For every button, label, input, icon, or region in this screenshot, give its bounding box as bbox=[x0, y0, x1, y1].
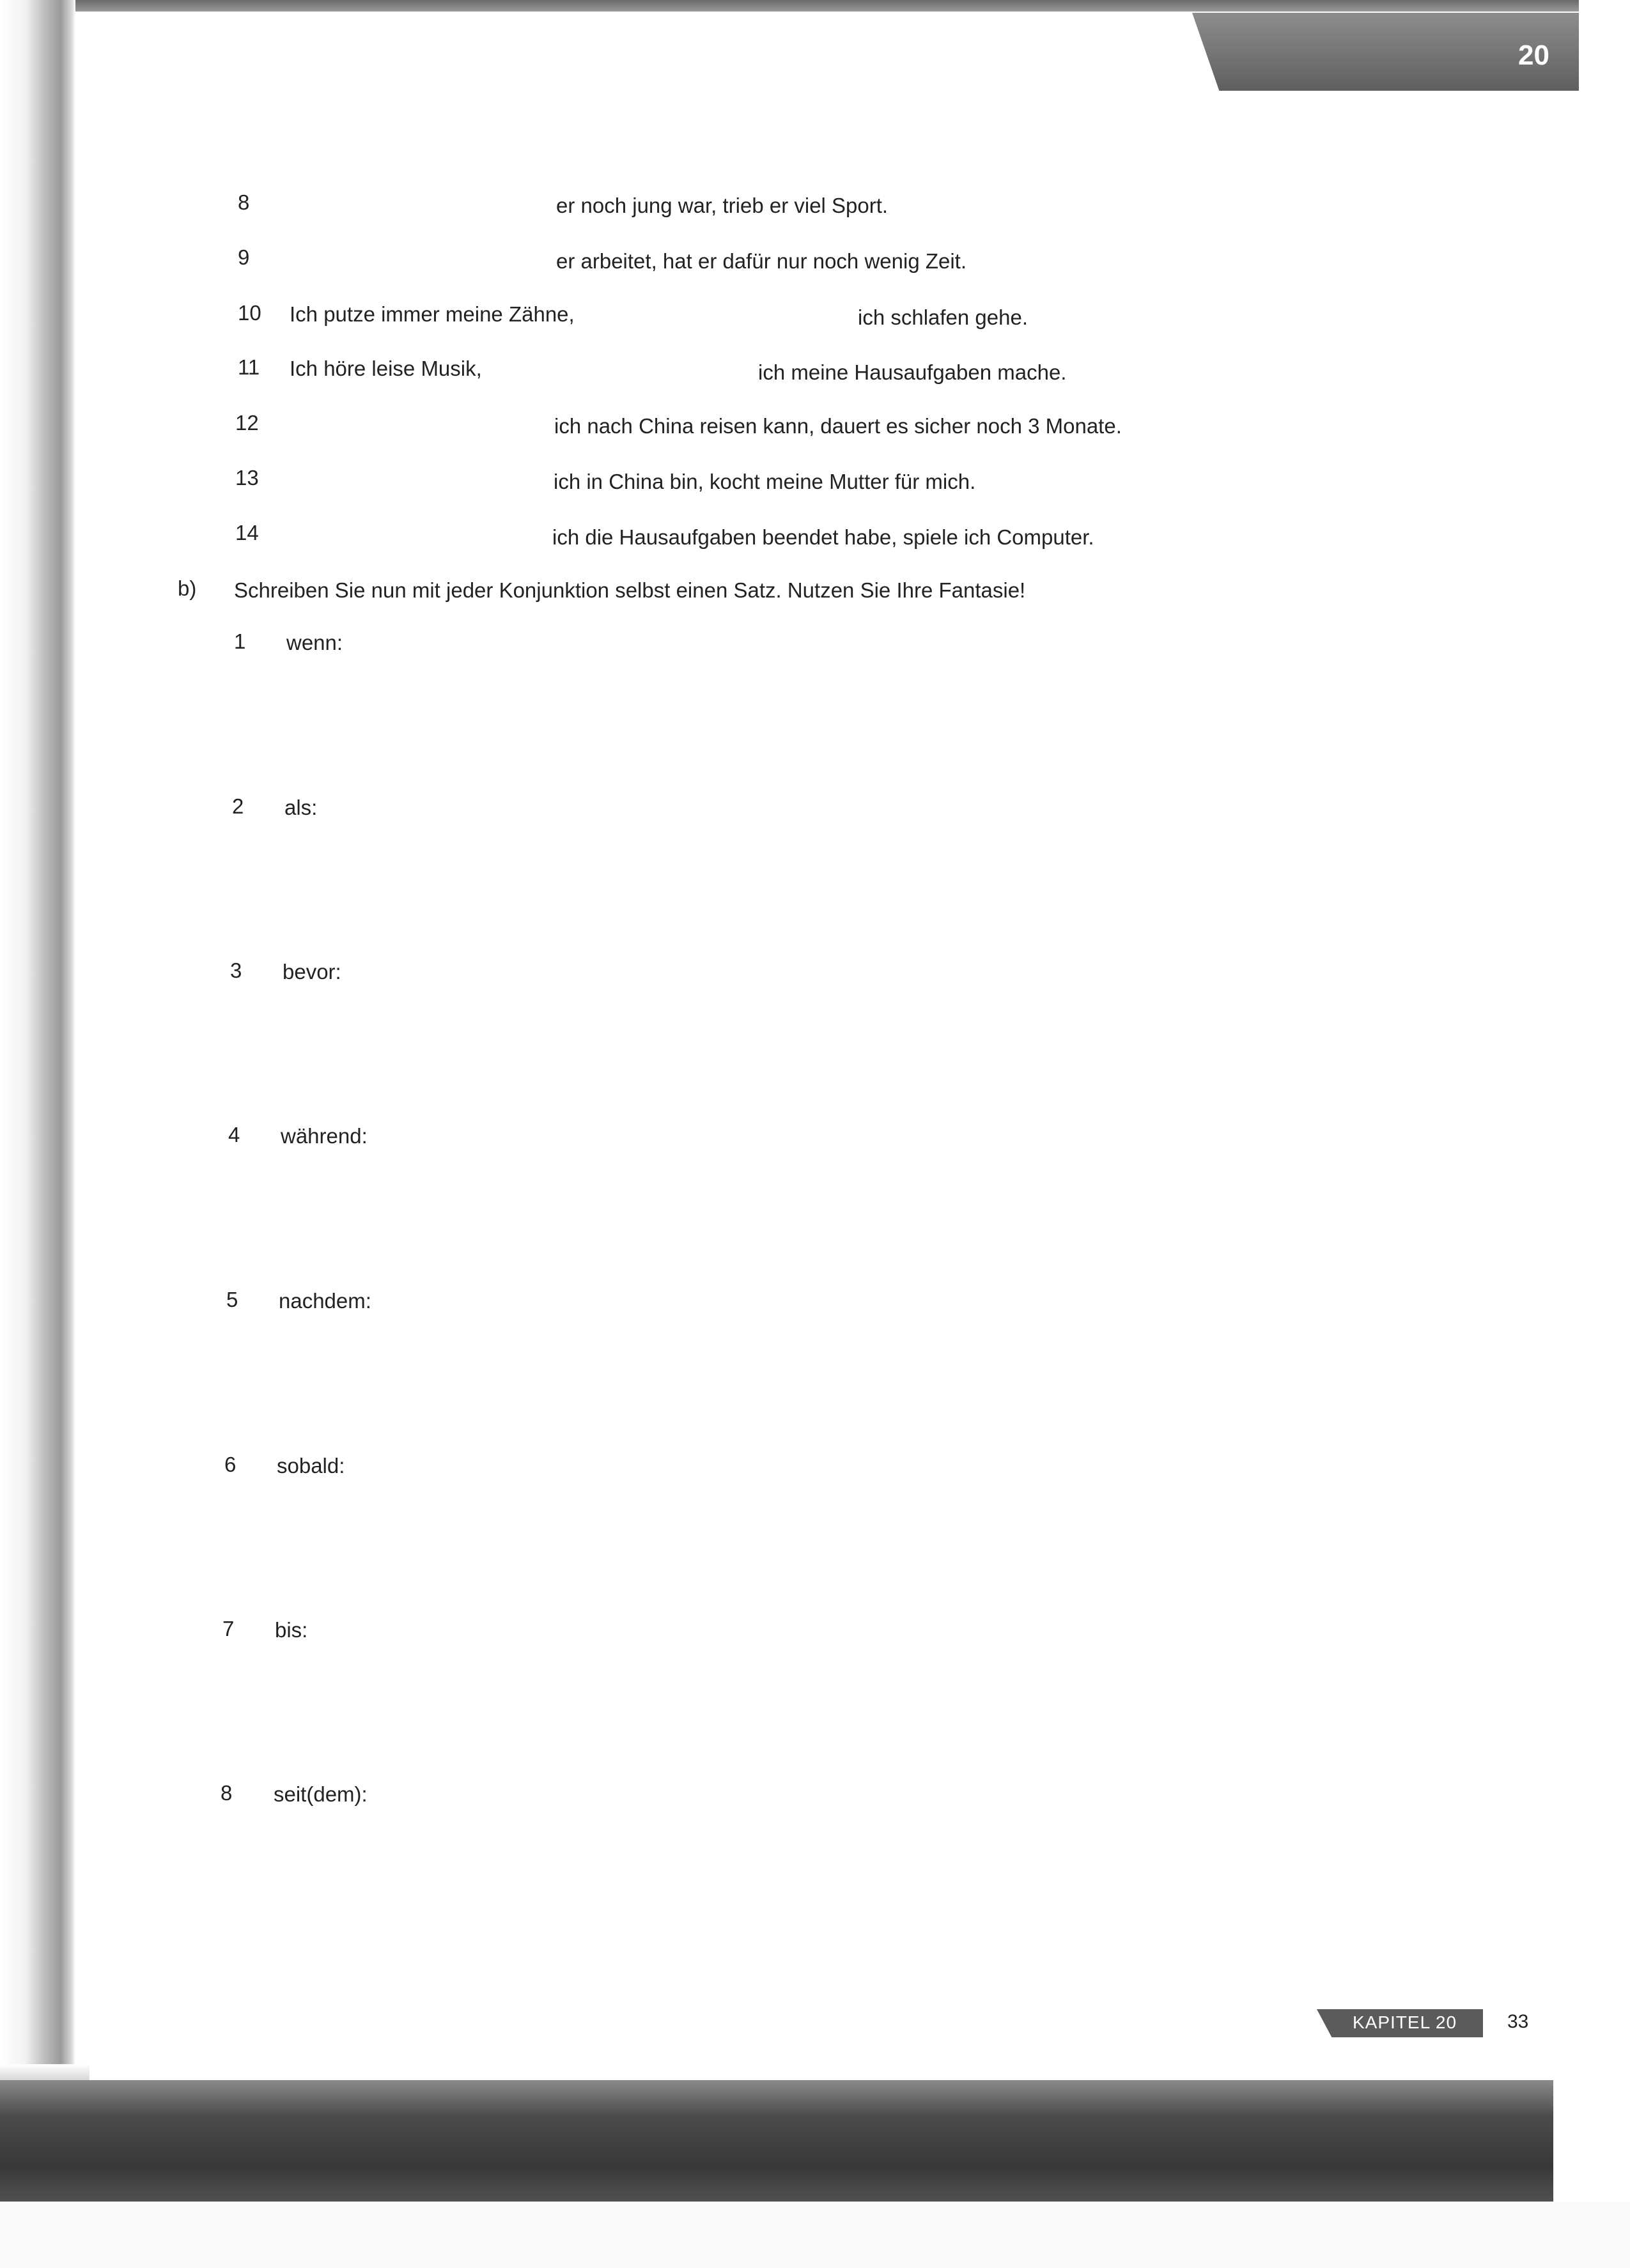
sentence-end: ich nach China reisen kann, dauert es sicher noch 3 Monate. bbox=[554, 414, 1122, 438]
sentence-start: Ich putze immer meine Zähne, bbox=[290, 302, 575, 326]
sentence-end: ich meine Hausaufgaben mache. bbox=[758, 360, 1067, 384]
conjunction-prompt: seit(dem): bbox=[274, 1782, 368, 1806]
scan-top-edge bbox=[70, 0, 1579, 12]
exercise-instruction: Schreiben Sie nun mit jeder Konjunktion selbst einen Satz. Nutzen Sie Ihre Fantasie! bbox=[234, 578, 1026, 602]
item-number: 12 bbox=[235, 411, 259, 435]
item-number: 4 bbox=[228, 1123, 240, 1146]
item-number: 5 bbox=[226, 1288, 238, 1311]
item-number: 7 bbox=[222, 1617, 235, 1640]
chapter-number: 20 bbox=[1518, 40, 1549, 71]
conjunction-prompt: bevor: bbox=[283, 960, 341, 984]
item-number: 14 bbox=[235, 521, 259, 544]
item-number: 1 bbox=[234, 629, 246, 653]
footer-chapter-label: KAPITEL 20 bbox=[1353, 2012, 1457, 2032]
sentence-end: er noch jung war, trieb er viel Sport. bbox=[556, 194, 889, 217]
conjunction-prompt: wenn: bbox=[286, 631, 343, 654]
item-number: 3 bbox=[230, 959, 242, 982]
item-number: 9 bbox=[238, 245, 250, 269]
scan-binding-shadow bbox=[0, 0, 75, 2268]
item-number: 8 bbox=[238, 190, 250, 214]
sentence-start: Ich höre leise Musik, bbox=[290, 357, 482, 380]
item-number: 11 bbox=[238, 355, 260, 379]
conjunction-prompt: nachdem: bbox=[279, 1289, 371, 1313]
conjunction-prompt: sobald: bbox=[277, 1454, 345, 1477]
conjunction-prompt: während: bbox=[281, 1124, 368, 1148]
scan-bottom-edge bbox=[0, 2080, 1553, 2202]
item-number: 6 bbox=[224, 1453, 237, 1476]
conjunction-prompt: bis: bbox=[275, 1618, 308, 1642]
sentence-end: ich die Hausaufgaben beendet habe, spiele ich Computer. bbox=[552, 525, 1094, 549]
item-number: 8 bbox=[221, 1781, 233, 1805]
sentence-end: ich in China bin, kocht meine Mutter für mich. bbox=[554, 470, 976, 493]
page-number: 33 bbox=[1507, 2011, 1529, 2032]
item-number: 10 bbox=[238, 301, 261, 325]
exercise-label: b) bbox=[178, 576, 197, 600]
item-number: 13 bbox=[235, 466, 259, 490]
conjunction-prompt: als: bbox=[284, 796, 318, 819]
scan-bottom-margin bbox=[0, 2202, 1630, 2268]
sentence-end: er arbeitet, hat er dafür nur noch wenig Zeit. bbox=[556, 249, 967, 273]
sentence-end: ich schlafen gehe. bbox=[858, 305, 1028, 329]
item-number: 2 bbox=[232, 794, 244, 818]
